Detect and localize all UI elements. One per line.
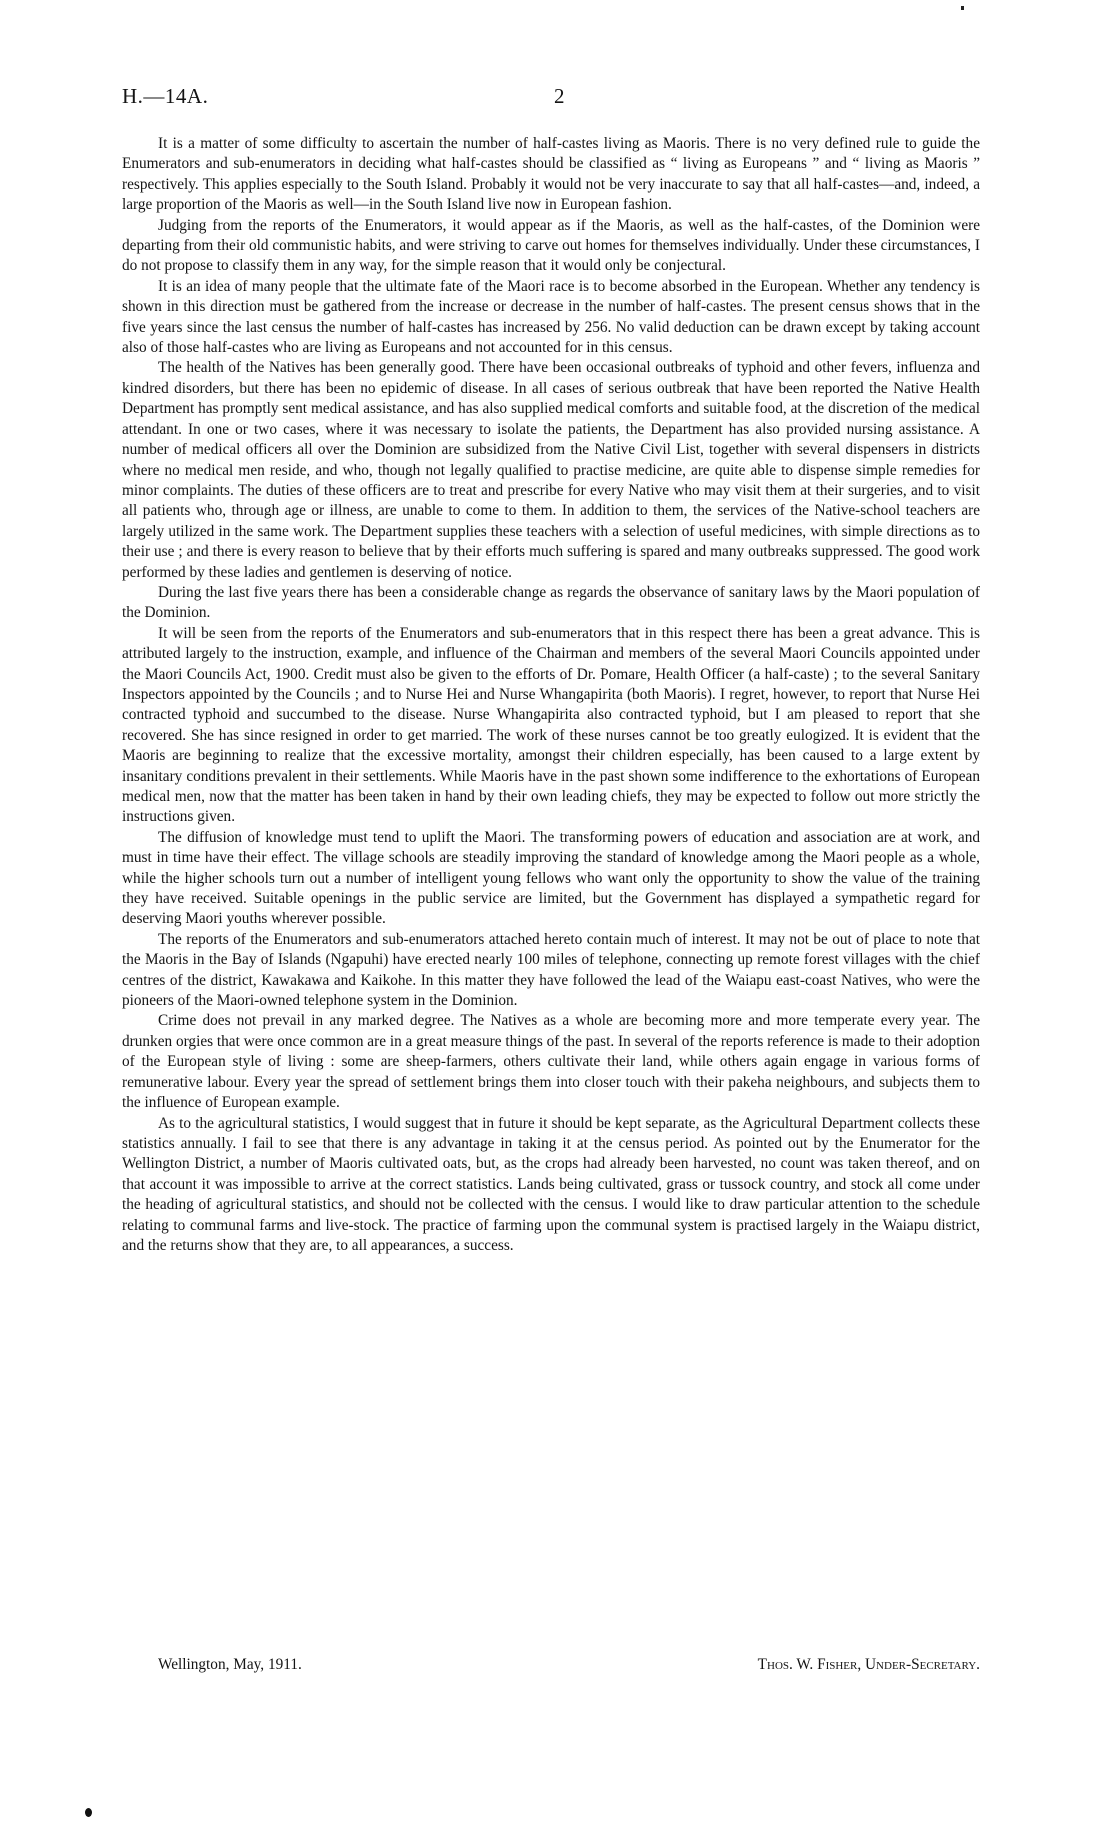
paragraph-crime: Crime does not prevail in any marked degree. The Natives as a whole are becoming more and more temperate every year. The drunken orgies that were once common are in a great measure things of the past. In several of the reports reference is made to their adoption of the European style of living : some are sheep-farmers, others cultivate their land, while others again engage in various forms of remunerative labour. Every year the spread of settlement brings them into closer touch with their pakeha neighbours, and subjects them to the influence of European example. — [122, 1012, 980, 1112]
page-header — [122, 84, 982, 112]
paragraph-sanitary-laws: During the last five years there has been a considerable change as regards the observance of sanitary laws by the Maori population of the Dominion. — [122, 583, 980, 622]
body-text — [122, 134, 980, 1256]
paragraph-sanitary-advance: It will be seen from the reports of the Enumerators and sub-enumerators that in this respect there has been a great advance. This is attributed largely to the instruction, example, and influence of the Chairman and members of the several Maori Councils appointed under the Maori Councils Act, 1900. Credit must also be given to the efforts of Dr. Pomare, Health Officer (a half-caste) ; to the several Sanitary Inspectors appointed by the Councils ; and to Nurse Hei and Nurse Whangapirita (both Maoris). I regret, however, to report that Nurse Hei contracted typhoid and succumbed to the disease. Nurse Whangapirita also contracted typhoid, but I am pleased to report that she recovered. She has since resigned in order to get married. The work of these nurses cannot be too greatly eulogized. It is evident that the Maoris are beginning to realize that the excessive mortality, amongst their children especially, has been caused to a large extent by insanitary conditions prevalent in their settlements. While Maoris have in the past shown some indifference to the exhortations of European medical men, now that the matter has been taken in hand by their own leading chiefs, they may be expected to follow out more strictly the instructions given. — [122, 624, 980, 826]
page-number: 2 — [554, 84, 565, 108]
ink-mark — [85, 1808, 92, 1817]
paragraph-agricultural-statistics: As to the agricultural statistics, I would suggest that in future it should be kept separate, as the Agricultural Department collects these statistics annually. I fail to see that there is any advantage in taking it at the census period. As pointed out by the Enumerator for the Wellington District, a number of Maoris cultivated oats, but, as the crops had already been harvested, no count was taken thereof, and on that account it was impossible to arrive at the correct statistics. Lands being cultivated, grass or tussock country, and stock all come under the heading of agricultural statistics, and should not be collected with the census. I would like to draw particular attention to the schedule relating to communal farms and live-stock. The practice of farming upon the communal system is practised largely in the Waiapu district, and the returns show that they are, to all appearances, a success. — [122, 1114, 980, 1254]
paragraph-health: The health of the Natives has been generally good. There have been occasional outbreaks of typhoid and other fevers, influenza and kindred disorders, but there has been no epidemic of disease. In all cases of serious outbreak that have been reported the Native Health Department has promptly sent medical assistance, and has also supplied medical comforts and suitable food, at the discretion of the medical attendant. In one or two cases, where it was necessary to isolate the patients, the Department has also provided nursing assistance. A number of medical officers all over the Dominion are subsidized from the Native Civil List, together with several dispensers in districts where no medical men reside, and who, though not legally qualified to practise medicine, are quite able to dispense simple remedies for minor complaints. The duties of these officers are to treat and prescribe for every Native who may visit them at their surgeries, and to visit all patients who, through age or illness, are unable to come to them. In addition to them, the services of the Native-school teachers are largely utilized in the same work. The Department supplies these teachers with a selection of useful medicines, with simple directions as to their use ; and there is every reason to believe that by their efforts much suffering is spared and many outbreaks suppressed. The good work performed by these ladies and gentlemen is deserving of notice. — [122, 359, 980, 581]
paragraph-telephone: The reports of the Enumerators and sub-enumerators attached hereto contain much of interest. It may not be out of place to note that the Maoris in the Bay of Islands (Ngapuhi) have erected nearly 100 miles of telephone, connecting up remote forest villages with the chief centres of the district, Kawakawa and Kaikohe. In this matter they have followed the lead of the Waiapu east-coast Natives, who were the pioneers of the Maori-owned telephone system in the Dominion. — [122, 930, 980, 1010]
signoff — [158, 1656, 980, 1680]
paragraph-education: The diffusion of knowledge must tend to uplift the Maori. The transforming powers of education and association are at work, and must in time have their effect. The village schools are steadily improving the standard of knowledge among the Maori people as a whole, while the higher schools turn out a number of intelligent young fellows who want only the opportunity to show the value of the training they have received. Suitable openings in the public service are limited, but the Government has displayed a sympathetic regard for deserving Maori youths wherever possible. — [122, 828, 980, 928]
place-and-date: Wellington, May, 1911. — [158, 1656, 302, 1673]
print-mark — [961, 6, 964, 10]
document-reference: H.—14A. — [122, 84, 209, 108]
paragraph-absorption: It is an idea of many people that the ultimate fate of the Maori race is to become absorbed in the European. Whether any tendency is shown in this direction must be gathered from the increase or decrease in the number of half-castes. The present census shows that in the five years since the last census the number of half-castes has increased by 256. No valid deduction can be drawn except by taking account also of those half-castes who are living as Europeans and not accounted for in this census. — [122, 277, 980, 357]
paragraph-communistic-habits: Judging from the reports of the Enumerators, it would appear as if the Maoris, as well as the half-castes, of the Dominion were departing from their old communistic habits, and were striving to carve out homes for themselves individually. Under these circumstances, I do not propose to classify them in any way, for the simple reason that it would only be conjectural. — [122, 216, 980, 275]
paragraph-half-castes: It is a matter of some difficulty to ascertain the number of half-castes living as Maoris. There is no very defined rule to guide the Enumerators and sub-enumerators in deciding what half-castes should be classified as “ living as Europeans ” and “ living as Maoris ” respectively. This applies especially to the South Island. Probably it would not be very inaccurate to say that all half-castes—and, indeed, a large proportion of the Maoris as well—in the South Island live now in European fashion. — [122, 135, 980, 214]
signatory: Thos. W. Fisher, Under-Secretary. — [757, 1656, 980, 1673]
